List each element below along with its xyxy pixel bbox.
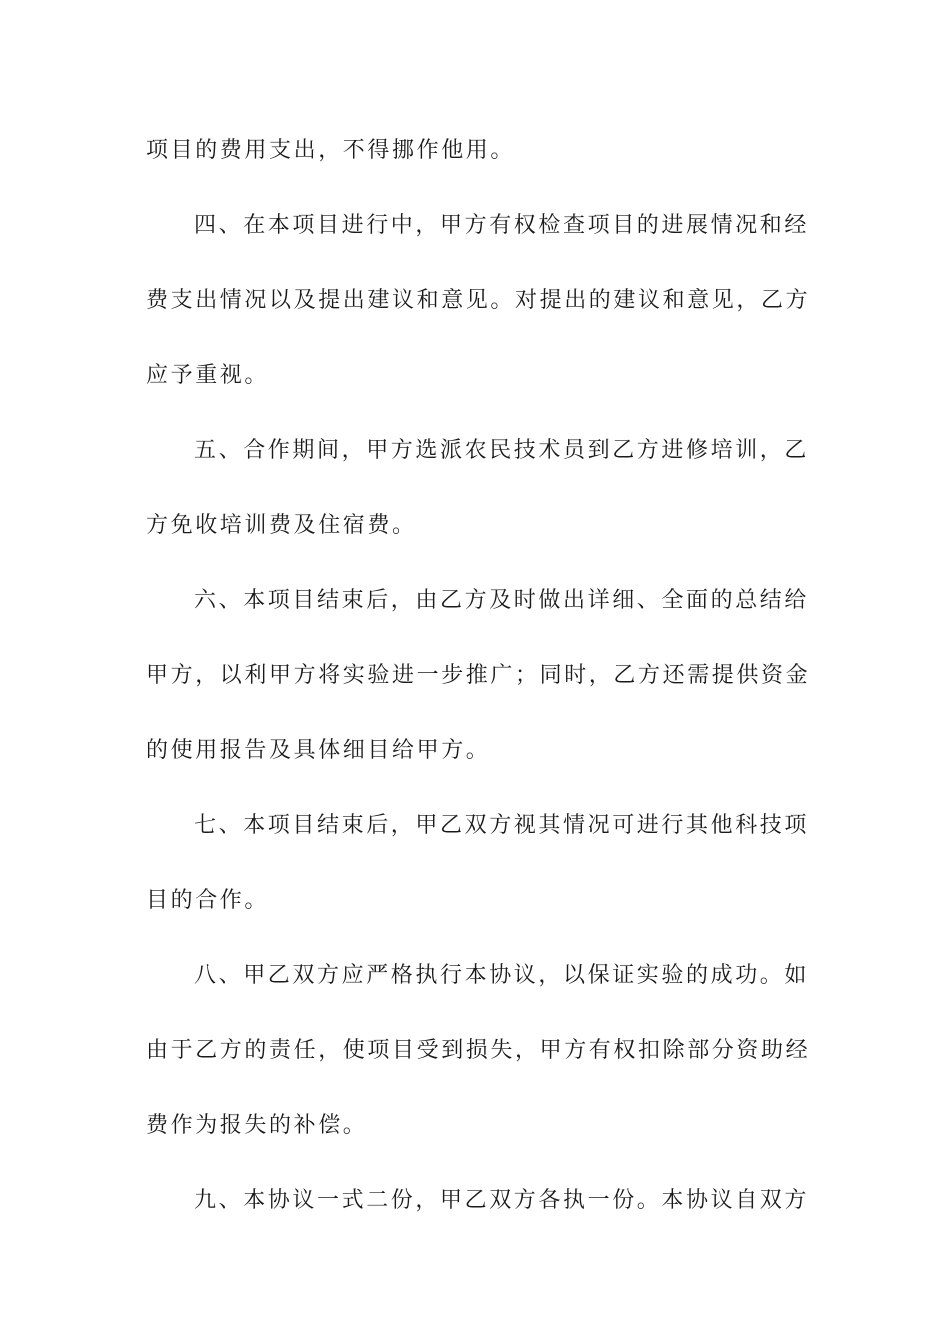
paragraph-9-line-1: 九、本协议一式二份，甲乙双方各执一份。本协议自双方 xyxy=(194,1188,810,1213)
paragraph-6-line-1: 六、本项目结束后，由乙方及时做出详细、全面的总结给 xyxy=(194,588,810,613)
paragraph-6-line-3: 的使用报告及具体细目给甲方。 xyxy=(146,738,491,763)
paragraph-8-line-3: 费作为报失的补偿。 xyxy=(146,1113,368,1138)
paragraph-8-line-2: 由于乙方的责任，使项目受到损失，甲方有权扣除部分资助经 xyxy=(146,1038,811,1063)
paragraph-4-line-2: 费支出情况以及提出建议和意见。对提出的建议和意见，乙方 xyxy=(146,288,811,313)
paragraph-6-line-2: 甲方，以利甲方将实验进一步推广；同时，乙方还需提供资金 xyxy=(146,663,811,688)
paragraph-4-line-3: 应予重视。 xyxy=(146,363,270,388)
text-line: 项目的费用支出，不得挪作他用。 xyxy=(146,138,516,163)
paragraph-5-line-1: 五、合作期间，甲方选派农民技术员到乙方进修培训，乙 xyxy=(194,438,810,463)
paragraph-5-line-2: 方免收培训费及住宿费。 xyxy=(146,513,417,538)
paragraph-7-line-2: 目的合作。 xyxy=(146,888,270,913)
paragraph-4-line-1: 四、在本项目进行中，甲方有权检查项目的进展情况和经 xyxy=(194,213,810,238)
paragraph-7-line-1: 七、本项目结束后，甲乙双方视其情况可进行其他科技项 xyxy=(194,813,810,838)
paragraph-8-line-1: 八、甲乙双方应严格执行本协议，以保证实验的成功。如 xyxy=(194,963,810,988)
